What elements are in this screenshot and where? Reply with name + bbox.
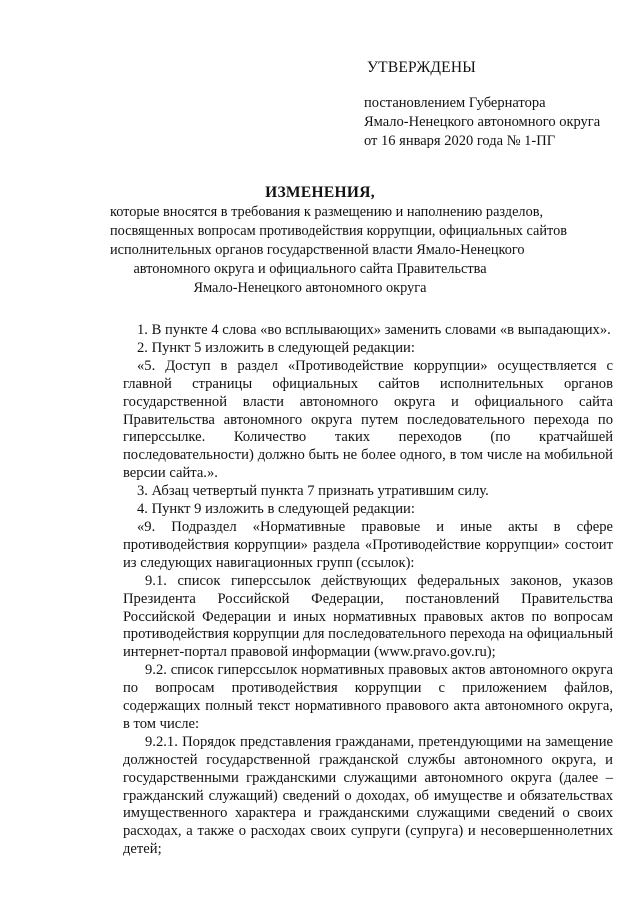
approval-details bbox=[364, 94, 600, 151]
subtitle-line-1: которые вносятся в требования к размещению и наполнению разделов, bbox=[110, 204, 544, 220]
subtitle-line-3: исполнительных органов государственной власти Ямало-Ненецкого bbox=[110, 242, 525, 258]
paragraph-7: 9.1. список гиперссылок действующих федеральных законов, указов Президента Российской Федерации, постановлений Правительства Российской Федерации и иных нормативных правовых актов по вопросам противодействия коррупции для последовательного перехода на официальный интернет-портал правовой информации (www.pravo.gov.ru); bbox=[123, 572, 613, 661]
subtitle-line-5: Ямало-Ненецкого автономного округа bbox=[193, 280, 427, 296]
subtitle-line-2: посвященных вопросам противодействия коррупции, официальных сайтов bbox=[110, 223, 568, 239]
paragraph-2: 2. Пункт 5 изложить в следующей редакции: bbox=[137, 339, 415, 356]
document-subtitle bbox=[110, 203, 568, 298]
paragraph-5: 4. Пункт 9 изложить в следующей редакции: bbox=[137, 501, 415, 518]
paragraph-1: 1. В пункте 4 слова «во всплывающих» заменить словами «в выпадающих». bbox=[137, 322, 611, 338]
approval-heading: УТВЕРЖДЕНЫ bbox=[367, 59, 476, 76]
approval-line-3: от 16 января 2020 года № 1-ПГ bbox=[364, 133, 556, 149]
paragraph-8: 9.2. список гиперссылок нормативных правовых актов автономного округа по вопросам противодействия коррупции с приложением файлов, содержащих полный текст нормативного правового акта автономного округа, в том числе: bbox=[123, 662, 613, 732]
paragraph-3: «5. Доступ в раздел «Противодействие коррупции» осуществляется с главной страницы официальных сайтов исполнительных органов государственной власти автономного округа и официального сайта Правительства автономного округа путем последовательного перехода по гиперссылке. Количество таких переходов (по кратчайшей последовательности) должно быть не более одного, в том числе на мобильной версии сайта.». bbox=[123, 357, 613, 482]
approval-line-2: Ямало-Ненецкого автономного округа bbox=[364, 114, 601, 130]
paragraph-9: 9.2.1. Порядок представления гражданами, претендующими на замещение должностей государственной гражданской службы автономного округа, и государственными гражданскими служащими автономного округа (далее – гражданский служащий) сведений о доходах, об имуществе и обязательствах имущественного характера и гражданскими служащими сведений о своих расходах, а также о расходах своих супруги (супруга) и несовершеннолетних детей; bbox=[123, 733, 613, 858]
document-title: ИЗМЕНЕНИЯ, bbox=[265, 184, 375, 201]
paragraph-6: «9. Подраздел «Нормативные правовые и иные акты в сфере противодействия коррупции» раздела «Противодействие коррупции» состоит из следующих навигационных групп (ссылок): bbox=[123, 518, 613, 571]
approval-line-1: постановлением Губернатора bbox=[364, 95, 546, 111]
document-body bbox=[123, 322, 613, 859]
subtitle-line-4: автономного округа и официального сайта Правительства bbox=[133, 261, 487, 277]
paragraph-4: 3. Абзац четвертый пункта 7 признать утратившим силу. bbox=[137, 483, 489, 500]
